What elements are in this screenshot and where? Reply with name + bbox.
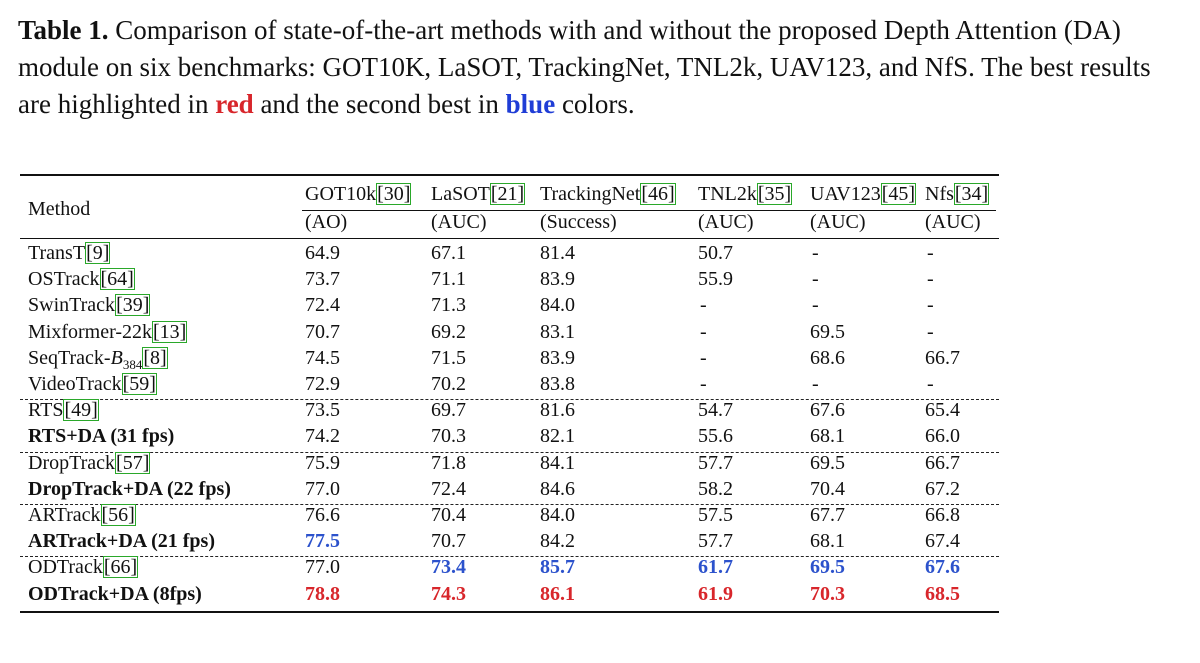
row-method-12 <box>28 556 138 579</box>
row-value: 81.6 <box>540 399 575 422</box>
row-value: 69.7 <box>431 399 466 422</box>
row-value: - <box>700 373 707 395</box>
table-bottom-rule <box>20 611 999 613</box>
row-value: 73.7 <box>305 268 340 291</box>
row-value: 74.5 <box>305 346 340 369</box>
group-separator <box>20 556 999 557</box>
row-method-3 <box>28 321 187 344</box>
method-name: RTS <box>28 399 64 422</box>
method-ref: [8] <box>143 346 167 369</box>
row-value: - <box>700 346 707 369</box>
row-method-8 <box>28 452 150 475</box>
method-name: ODTrack <box>28 556 103 579</box>
row-value: 57.5 <box>698 504 733 526</box>
table-caption <box>18 12 1188 123</box>
header-ref: [34] <box>954 183 989 205</box>
header-ref: [35] <box>757 183 792 205</box>
row-value: 65.4 <box>925 399 960 422</box>
row-method-10 <box>28 504 136 527</box>
method-ref: [59] <box>122 373 156 395</box>
header-metric: (AUC) <box>810 211 866 233</box>
row-value: 83.9 <box>540 268 575 291</box>
row-value: 67.6 <box>810 399 845 422</box>
row-value: 69.5 <box>810 451 845 474</box>
row-value: 70.3 <box>431 425 466 448</box>
row-value: 71.8 <box>431 451 466 474</box>
row-value: 68.1 <box>810 530 845 553</box>
method-name-subscript: 384 <box>122 356 143 372</box>
method-ref: [39] <box>116 294 150 317</box>
row-value: - <box>927 373 934 395</box>
row-value: 61.9 <box>698 582 733 605</box>
row-method-7 <box>28 425 174 448</box>
row-value: 55.9 <box>698 268 733 291</box>
method-name: DropTrack+DA (22 fps) <box>28 477 231 500</box>
header-ref: [46] <box>641 183 675 205</box>
group-separator <box>20 452 999 453</box>
row-value: 76.6 <box>305 504 340 526</box>
row-value: 50.7 <box>698 242 733 264</box>
method-name: ARTrack+DA (21 fps) <box>28 530 215 553</box>
row-value: 81.4 <box>540 242 575 264</box>
method-ref: [64] <box>100 268 134 291</box>
method-ref: [9] <box>86 242 110 264</box>
header-name: Nfs <box>925 183 954 205</box>
row-value: 70.7 <box>431 530 466 553</box>
caption-blue-word: blue <box>505 89 556 119</box>
row-value: 83.9 <box>540 346 575 369</box>
row-value: - <box>927 320 934 343</box>
row-value: 74.2 <box>305 425 340 448</box>
row-method-0 <box>28 242 110 265</box>
header-underline <box>537 210 695 211</box>
table-top-rule <box>20 174 999 176</box>
row-value: 68.5 <box>925 582 960 605</box>
header-uav123 <box>810 183 916 206</box>
row-method-4 <box>28 347 168 373</box>
method-name: DropTrack <box>28 451 116 474</box>
row-value: 70.2 <box>431 373 466 395</box>
header-nfs <box>925 183 989 206</box>
header-metric: (AO) <box>305 211 348 233</box>
header-method: Method <box>28 198 91 220</box>
caption-text-2: and the second best in <box>253 89 506 119</box>
row-value: 77.0 <box>305 477 340 500</box>
row-value: 73.5 <box>305 399 340 422</box>
method-ref: [57] <box>116 451 150 474</box>
row-value: 84.0 <box>540 294 575 317</box>
method-ref: [56] <box>101 504 135 526</box>
row-value: 84.1 <box>540 451 575 474</box>
row-value: 67.6 <box>925 556 960 579</box>
row-value: 77.0 <box>305 556 340 579</box>
row-value: 73.4 <box>431 556 466 579</box>
row-value: 66.0 <box>925 425 960 448</box>
header-metric: (Success) <box>540 211 617 233</box>
row-value: 78.8 <box>305 582 340 605</box>
row-value: 72.9 <box>305 373 340 395</box>
row-value: 70.7 <box>305 320 340 343</box>
row-value: 72.4 <box>305 294 340 317</box>
row-value: 67.1 <box>431 242 466 264</box>
row-value: - <box>927 242 934 264</box>
header-underline <box>302 210 428 211</box>
row-value: 67.7 <box>810 504 845 526</box>
header-name: LaSOT <box>431 183 490 205</box>
method-ref: [49] <box>64 399 98 422</box>
header-trackingnet <box>540 183 676 206</box>
row-value: 74.3 <box>431 582 466 605</box>
group-separator <box>20 504 999 505</box>
row-value: 66.7 <box>925 451 960 474</box>
row-value: 72.4 <box>431 477 466 500</box>
group-separator <box>20 399 999 400</box>
row-value: 84.2 <box>540 530 575 553</box>
method-name: SwinTrack <box>28 294 116 317</box>
row-value: 82.1 <box>540 425 575 448</box>
header-name: GOT10k <box>305 183 377 205</box>
row-value: 57.7 <box>698 451 733 474</box>
row-value: 69.5 <box>810 556 845 579</box>
row-value: - <box>812 294 819 317</box>
row-method-6 <box>28 399 99 422</box>
caption-label: Table 1. <box>18 15 109 45</box>
method-name-b: B <box>110 346 123 369</box>
caption-text-1: Comparison of state-of-the-art methods with and without the proposed Depth Attention (DA) module on six benchmarks: GOT10K, LaSOT, TrackingNet, TNL2k, UAV123, and NfS. The best results are highlighted in <box>18 15 1151 119</box>
caption-red-word: red <box>215 89 254 119</box>
row-method-5 <box>28 373 157 396</box>
header-got10k <box>305 183 411 206</box>
row-value: 67.4 <box>925 530 960 553</box>
header-underline <box>695 210 807 211</box>
row-value: - <box>812 373 819 395</box>
row-value: 64.9 <box>305 242 340 264</box>
row-value: - <box>927 268 934 291</box>
method-name: Mixformer-22k <box>28 320 153 343</box>
method-name: VideoTrack <box>28 373 122 395</box>
row-value: 55.6 <box>698 425 733 448</box>
method-name: ODTrack+DA (8fps) <box>28 582 202 605</box>
row-method-11 <box>28 530 215 553</box>
row-value: 83.8 <box>540 373 575 395</box>
method-ref: [13] <box>153 320 187 343</box>
header-name: TNL2k <box>698 183 757 205</box>
method-ref: [66] <box>103 556 138 579</box>
header-ref: [30] <box>377 183 411 205</box>
caption-text-3: colors. <box>555 89 635 119</box>
row-value: 86.1 <box>540 582 575 605</box>
row-method-9 <box>28 478 231 501</box>
row-value: 66.7 <box>925 346 960 369</box>
header-tnl2k <box>698 183 792 206</box>
header-name: TrackingNet <box>540 183 641 205</box>
row-value: 71.3 <box>431 294 466 317</box>
row-value: 84.6 <box>540 477 575 500</box>
header-underline <box>428 210 537 211</box>
row-value: 84.0 <box>540 504 575 526</box>
row-value: 77.5 <box>305 530 340 553</box>
method-name: ARTrack <box>28 504 101 526</box>
row-method-2 <box>28 294 150 317</box>
row-value: 70.3 <box>810 582 845 605</box>
row-value: 68.1 <box>810 425 845 448</box>
row-value: 70.4 <box>431 504 466 526</box>
header-metric: (AUC) <box>925 211 981 233</box>
row-value: 57.7 <box>698 530 733 553</box>
row-value: 75.9 <box>305 451 340 474</box>
row-value: - <box>700 294 707 317</box>
row-value: 69.2 <box>431 320 466 343</box>
row-value: 71.1 <box>431 268 466 291</box>
header-underline <box>807 210 922 211</box>
row-value: 69.5 <box>810 320 845 343</box>
row-value: 68.6 <box>810 346 845 369</box>
header-metric: (AUC) <box>431 211 487 233</box>
row-method-1 <box>28 268 135 291</box>
method-name: SeqTrack- <box>28 346 111 369</box>
row-value: 67.2 <box>925 477 960 500</box>
row-value: - <box>812 268 819 291</box>
header-metric: (AUC) <box>698 211 754 233</box>
method-name: OSTrack <box>28 268 100 291</box>
header-underline <box>922 210 996 211</box>
row-method-13 <box>28 583 202 606</box>
header-ref: [21] <box>490 183 525 205</box>
row-value: 58.2 <box>698 477 733 500</box>
header-ref: [45] <box>881 183 916 205</box>
row-value: - <box>927 294 934 317</box>
results-table <box>20 174 1000 614</box>
row-value: 71.5 <box>431 346 466 369</box>
row-value: 85.7 <box>540 556 575 579</box>
header-lasot <box>431 183 525 206</box>
row-value: - <box>700 320 707 343</box>
row-value: 66.8 <box>925 504 960 526</box>
row-value: 54.7 <box>698 399 733 422</box>
header-name: UAV123 <box>810 183 881 205</box>
row-value: - <box>812 242 819 264</box>
header-bottom-rule <box>20 238 999 239</box>
method-name: TransT <box>28 242 86 264</box>
row-value: 61.7 <box>698 556 733 579</box>
row-value: 70.4 <box>810 477 845 500</box>
method-name: RTS+DA (31 fps) <box>28 425 175 448</box>
row-value: 83.1 <box>540 320 575 343</box>
